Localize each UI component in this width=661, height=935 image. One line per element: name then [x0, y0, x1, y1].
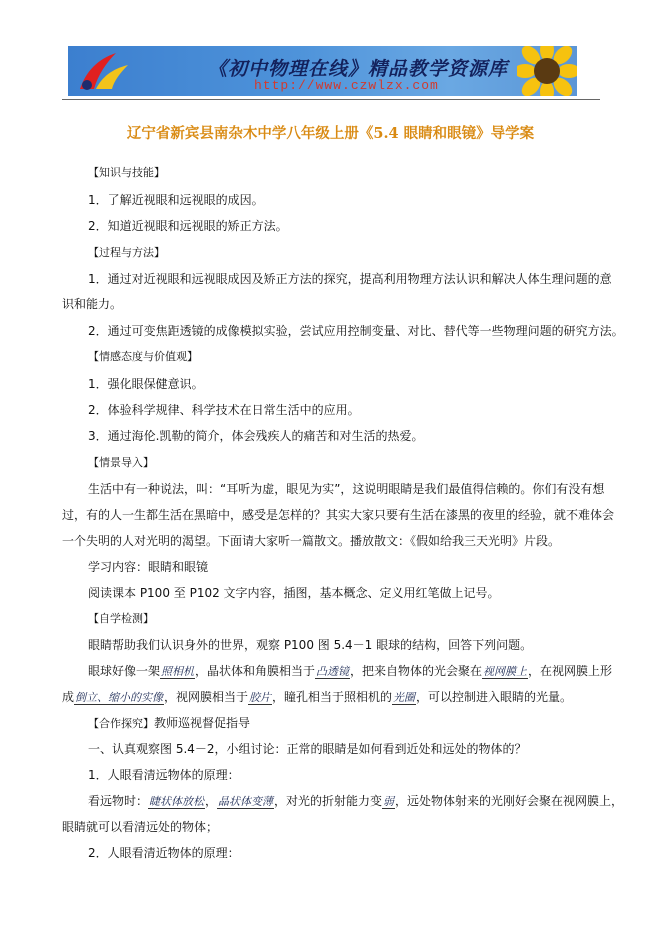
knowledge-item-2: 2．知道近视眼和远视眼的矫正方法。 [88, 219, 288, 233]
handwritten-answer: 凸透镜 [316, 665, 350, 678]
study-reading: 阅读课本 P100 至 P102 文字内容，插图，基本概念、定义用红笔做上记号。 [88, 586, 500, 600]
coop-far-line-2: 眼睛就可以看清远处的物体； [62, 820, 219, 834]
knowledge-item-1: 1．了解近视眼和远视眼的成因。 [88, 193, 264, 207]
coop-far-line-1: 看远物时：睫状体放松，晶状体变薄，对光的折射能力变弱，远处物体射来的光刚好会聚在视网膜上， [88, 794, 624, 808]
scene-line-1: 生活中有一种说法，叫：“耳听为虚，眼见为实”，这说明眼睛是我们最值得信赖的。你们有没有想 [88, 482, 605, 496]
process-item-1-line-1: 1．通过对近视眼和远视眼成因及矫正方法的探究，提高利用物理方法认识和解决人体生理问题的意 [88, 272, 612, 286]
handwritten-answer: 睫状体放松 [149, 795, 205, 808]
coop-subheading-near: 2．人眼看清近物体的原理： [88, 846, 240, 860]
emotion-item-2: 2．体验科学规律、科学技术在日常生活中的应用。 [88, 403, 360, 417]
handwritten-answer: 胶片 [249, 691, 272, 704]
handwritten-answer: 倒立、缩小的实像 [75, 691, 164, 704]
handwritten-answer: 视网膜上 [483, 665, 528, 678]
emotion-item-3: 3．通过海伦.凯勒的简介，体会残疾人的痛苦和对生活的热爱。 [88, 429, 424, 443]
self-check-line-3: 成倒立、缩小的实像，视网膜相当于胶片，瞳孔相当于照相机的光圈，可以控制进入眼睛的光量。 [62, 690, 573, 704]
process-item-2: 2．通过可变焦距透镜的成像模拟实验，尝试应用控制变量、对比、替代等一些物理问题的研究方法。 [88, 324, 624, 338]
self-check-line-1: 眼睛帮助我们认识身外的世界，观察 P100 图 5.4－1 眼球的结构，回答下列问题。 [88, 638, 533, 652]
study-content: 学习内容：眼睛和眼镜 [88, 560, 209, 574]
sunflower-icon [517, 46, 577, 96]
emotion-item-1: 1．强化眼保健意识。 [88, 377, 204, 391]
handwritten-answer: 光圈 [393, 691, 416, 704]
section-heading-coop: 【合作探究】教师巡视督促指导 [88, 716, 251, 730]
site-logo-icon [72, 49, 134, 93]
document-title: 辽宁省新宾县南杂木中学八年级上册《5.4 眼睛和眼镜》导学案 [126, 125, 535, 142]
header-divider [62, 99, 600, 100]
header-banner [68, 46, 577, 96]
section-heading-knowledge: 【知识与技能】 [88, 166, 165, 179]
scene-line-3: 一个失明的人对光明的渴望。下面请大家听一篇散文。播放散文：《假如给我三天光明》片段。 [62, 534, 561, 548]
handwritten-answer: 晶状体变薄 [218, 795, 274, 808]
self-check-line-2: 眼球好像一架照相机，晶状体和角膜相当于凸透镜，把来自物体的光会聚在视网膜上，在视网膜上形 [88, 664, 613, 678]
coop-subheading-far: 1．人眼看清远物体的原理： [88, 768, 240, 782]
banner-url[interactable]: http://www.czwlzx.com [254, 78, 439, 93]
section-heading-process: 【过程与方法】 [88, 246, 165, 259]
banner-title: 《初中物理在线》精品教学资源库 [208, 58, 509, 80]
process-item-1-line-2: 识和能力。 [62, 297, 123, 311]
section-heading-emotion: 【情感态度与价值观】 [88, 350, 198, 363]
section-heading-self-check: 【自学检测】 [88, 612, 154, 625]
handwritten-answer: 弱 [383, 795, 395, 808]
handwritten-answer: 照相机 [161, 665, 195, 678]
scene-line-2: 过，有的人一生都生活在黑暗中，感受是怎样的？其实大家只要有生活在漆黑的夜里的经验，就不难体会 [62, 508, 615, 522]
section-heading-scene: 【情景导入】 [88, 456, 154, 469]
coop-question-1: 一、认真观察图 5.4－2，小组讨论：正常的眼睛是如何看到近处和远处的物体的？ [88, 742, 527, 756]
